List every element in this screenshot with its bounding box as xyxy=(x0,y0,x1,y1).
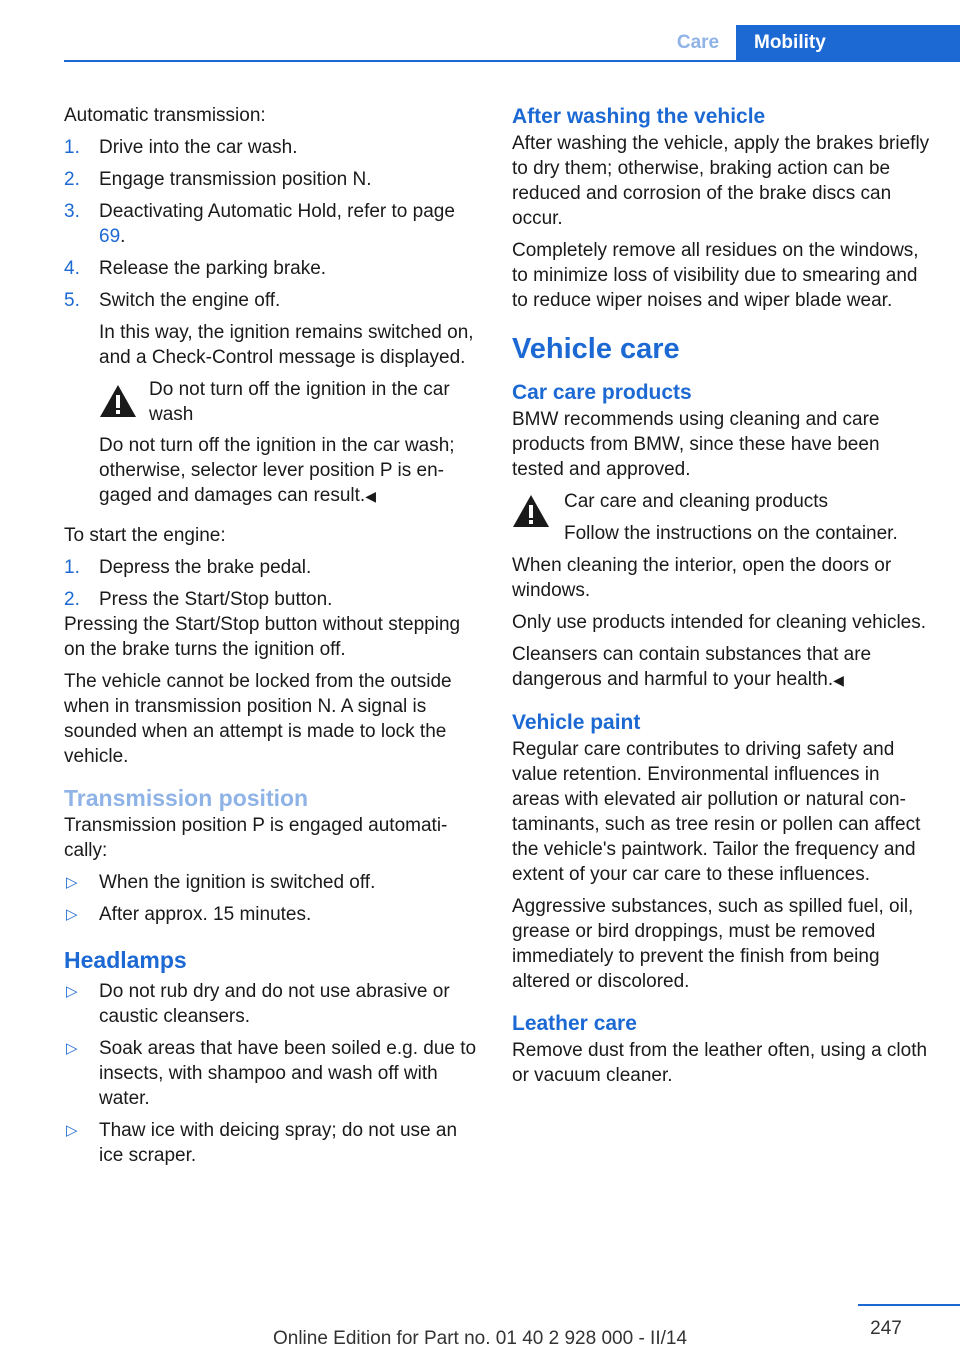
paragraph: Only use products intended for cleaning vehicles. xyxy=(512,612,927,633)
step-number: 2. xyxy=(64,589,80,610)
list-item xyxy=(64,979,484,1029)
leather-care-heading: Leather care xyxy=(512,1012,637,1035)
paragraph: Remove dust from the leather often, using a cloth or vacuum cleaner. xyxy=(512,1040,928,1086)
end-mark-icon: ◀ xyxy=(833,672,844,688)
bullet-icon: ▷ xyxy=(66,1040,78,1057)
tab-care[interactable]: Care xyxy=(676,32,720,53)
step-text: Deactivating Automatic Hold, refer to page xyxy=(99,201,455,222)
bullet-icon: ▷ xyxy=(66,983,78,1000)
paragraph: Completely remove all residues on the windows, to minimize loss of visibility due to smearing and to reduce wiper noises and wiper blade wear. xyxy=(512,240,919,311)
right-column xyxy=(512,103,932,1095)
list-item xyxy=(64,870,484,895)
bullet-text: After approx. 15 minutes. xyxy=(99,904,312,925)
warning-block xyxy=(99,377,484,427)
header-rule xyxy=(64,60,960,62)
step-text: Press the Start/Stop button. xyxy=(99,589,333,610)
paragraph: Pressing the Start/Stop button without stepping on the brake turns the ignition off. xyxy=(64,614,461,660)
step-text: Depress the brake pedal. xyxy=(99,557,312,578)
list-item xyxy=(64,167,484,192)
step-text: Switch the engine off. xyxy=(99,290,281,311)
step-text: Drive into the car wash. xyxy=(99,137,298,158)
list-item xyxy=(64,1118,484,1168)
start-engine-intro: To start the engine: xyxy=(64,525,226,546)
step-number: 5. xyxy=(64,290,80,311)
auto-transmission-intro: Automatic transmission: xyxy=(64,105,266,126)
list-item xyxy=(64,902,484,927)
step-number: 2. xyxy=(64,169,80,190)
tab-mobility[interactable]: Mobility xyxy=(736,25,960,61)
step-text: Release the parking brake. xyxy=(99,258,327,279)
warning-title: Car care and cleaning products xyxy=(564,491,829,512)
warning-icon xyxy=(512,493,550,529)
list-item xyxy=(64,288,484,509)
paragraph-text: Cleansers can contain substances that are dangerous and harmful to your health. xyxy=(512,644,872,690)
list-item xyxy=(64,256,484,281)
transmission-bullets xyxy=(64,870,484,927)
paragraph: Transmission position P is engaged automatically: xyxy=(64,815,448,861)
step-text: Engage transmission position N. xyxy=(99,169,372,190)
bullet-icon: ▷ xyxy=(66,874,78,891)
step-number: 4. xyxy=(64,258,80,279)
bullet-text: Thaw ice with deicing spray; do not use an ice scraper. xyxy=(99,1120,458,1166)
warning-body xyxy=(99,433,484,509)
edition-footer: Online Edition for Part no. 01 40 2 928 000 - II/14 xyxy=(272,1328,688,1349)
paragraph: When cleaning the interior, open the doors or windows. xyxy=(512,555,892,601)
step-subtext: In this way, the ignition remains switched on, and a Check-Control message is displayed. xyxy=(99,322,474,368)
headlamps-bullets xyxy=(64,979,484,1168)
step-number: 1. xyxy=(64,137,80,158)
paragraph: After washing the vehicle, apply the brakes briefly to dry them; otherwise, braking action can be reduced and corrosion of the brake discs can occur. xyxy=(512,133,930,229)
step-number: 1. xyxy=(64,557,80,578)
list-item xyxy=(64,555,484,580)
warning-title: Do not turn off the ignition in the car wash xyxy=(149,379,450,425)
bullet-icon: ▷ xyxy=(66,906,78,923)
warning-body: Follow the instructions on the container. xyxy=(564,523,898,544)
footer-rule xyxy=(858,1304,960,1306)
warning-icon xyxy=(99,383,137,419)
after-washing-heading: After washing the vehicle xyxy=(512,105,766,128)
vehicle-care-heading: Vehicle care xyxy=(512,333,680,365)
list-item xyxy=(64,587,484,612)
page-number: 247 xyxy=(870,1318,902,1339)
list-item xyxy=(64,199,484,249)
paragraph: The vehicle cannot be locked from the outside when in transmission position N. A signal is sounded when an attempt is made to lock the vehicle. xyxy=(64,671,452,767)
start-engine-steps xyxy=(64,555,484,612)
transmission-heading: Transmission position xyxy=(64,785,309,811)
paragraph: Regular care contributes to driving safety and value retention. Environmental influences in areas with elevated air pollution or natural contaminants, such as tree resin or pollen can affect the vehicle's paintwork. Tailor the frequency and extent of your car care to these influences. xyxy=(512,739,921,885)
car-wash-steps xyxy=(64,135,484,509)
paragraph: Aggressive substances, such as spilled fuel, oil, grease or bird droppings, must be removed immediately to prevent the finish from being altered or discolored. xyxy=(512,896,914,992)
left-column xyxy=(64,103,484,1175)
paragraph xyxy=(512,642,932,693)
end-mark-icon: ◀ xyxy=(365,488,376,504)
list-item xyxy=(64,1036,484,1111)
page-link[interactable]: 69 xyxy=(99,226,121,247)
bullet-text: Soak areas that have been soiled e.g. due to insects, with shampoo and wash off with water. xyxy=(99,1038,477,1109)
bullet-text: Do not rub dry and do not use abrasive or caustic cleansers. xyxy=(99,981,450,1027)
list-item xyxy=(64,135,484,160)
page-header xyxy=(0,0,960,64)
warning-body-text: Do not turn off the ignition in the car wash; otherwise, selector lever position P is engaged and damages can result. xyxy=(99,435,455,506)
warning-block xyxy=(512,489,932,546)
vehicle-paint-heading: Vehicle paint xyxy=(512,711,641,734)
headlamps-heading: Headlamps xyxy=(64,947,187,973)
step-number: 3. xyxy=(64,201,80,222)
car-care-products-heading: Car care products xyxy=(512,381,692,404)
step-text-end: . xyxy=(120,226,126,247)
bullet-icon: ▷ xyxy=(66,1122,78,1139)
paragraph: BMW recommends using cleaning and care products from BMW, since these have been tested and approved. xyxy=(512,409,880,480)
bullet-text: When the ignition is switched off. xyxy=(99,872,376,893)
